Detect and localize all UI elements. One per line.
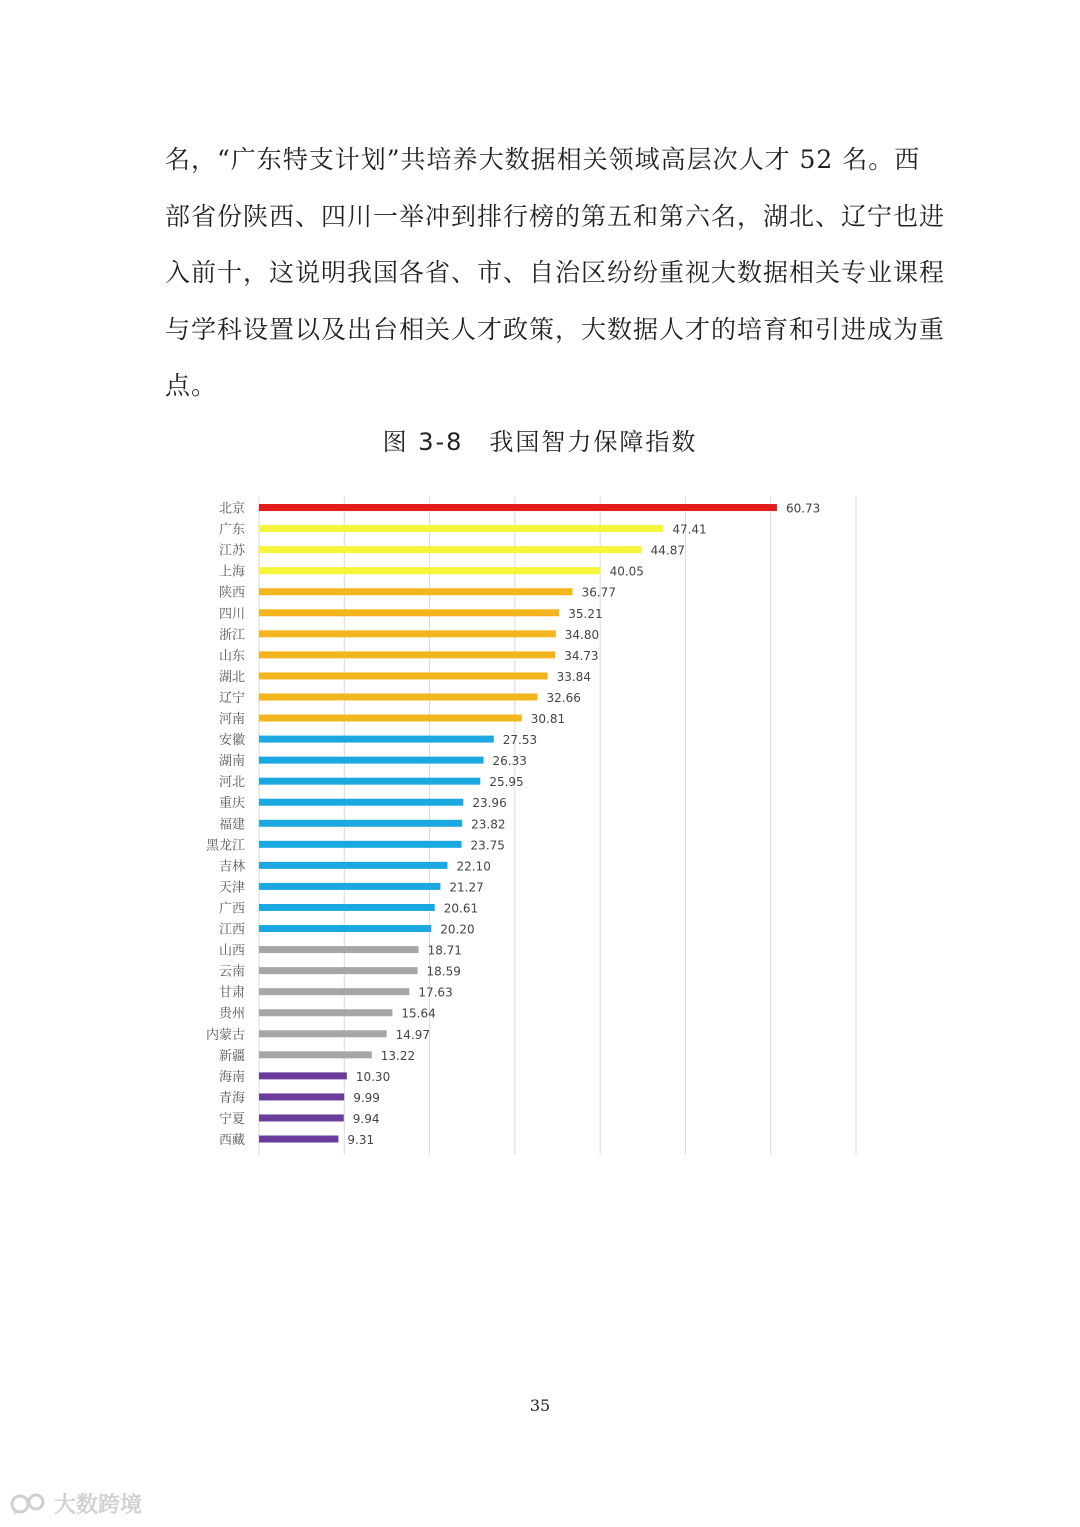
category-label: 山西 xyxy=(218,943,245,959)
page-number: 35 xyxy=(529,1396,551,1415)
category-label: 福建 xyxy=(218,817,245,833)
data-label: 30.81 xyxy=(530,712,566,727)
data-label: 20.20 xyxy=(440,922,475,937)
category-label: 吉林 xyxy=(218,859,245,875)
bar xyxy=(259,1093,344,1100)
category-label: 江西 xyxy=(218,922,245,938)
category-label: 黑龙江 xyxy=(205,838,245,854)
category-label: 山东 xyxy=(218,648,245,664)
data-label: 23.75 xyxy=(470,838,505,853)
bar xyxy=(259,504,777,511)
data-label: 10.30 xyxy=(355,1069,391,1084)
category-label: 辽宁 xyxy=(218,690,245,706)
category-label: 青海 xyxy=(218,1090,245,1106)
category-label: 江苏 xyxy=(218,543,245,559)
bar xyxy=(259,904,435,911)
category-label: 浙江 xyxy=(218,627,245,643)
data-label: 9.99 xyxy=(353,1090,380,1105)
category-label: 上海 xyxy=(218,564,245,580)
data-label: 26.33 xyxy=(492,754,527,769)
data-label: 15.64 xyxy=(401,1006,436,1021)
category-label: 湖南 xyxy=(218,754,245,770)
bar xyxy=(259,841,462,848)
data-label: 27.53 xyxy=(502,733,538,748)
category-label: 甘肃 xyxy=(218,985,245,1001)
category-label: 四川 xyxy=(218,606,245,622)
bar xyxy=(259,1030,387,1037)
bar xyxy=(259,1072,347,1079)
category-label: 贵州 xyxy=(218,1006,245,1022)
body-paragraph xyxy=(165,132,946,415)
data-label: 32.66 xyxy=(546,690,581,705)
category-label: 广东 xyxy=(218,522,245,538)
data-label: 47.41 xyxy=(672,522,707,537)
bar xyxy=(259,757,484,764)
data-label: 22.10 xyxy=(456,859,491,874)
bar xyxy=(259,525,663,532)
category-label: 西藏 xyxy=(218,1133,245,1149)
bar xyxy=(259,967,418,974)
category-label: 云南 xyxy=(218,964,245,980)
bar xyxy=(259,567,601,574)
data-label: 21.27 xyxy=(449,880,484,895)
data-label: 60.73 xyxy=(785,501,821,516)
bar xyxy=(259,1114,344,1121)
bar xyxy=(259,609,559,616)
data-label: 35.21 xyxy=(568,606,603,621)
paragraph-line: 点。 xyxy=(165,371,218,400)
data-label: 44.87 xyxy=(650,543,686,558)
chat-bubble-logo-icon xyxy=(10,1492,48,1516)
category-label: 湖北 xyxy=(218,669,245,685)
category-label: 内蒙古 xyxy=(205,1027,245,1043)
bar xyxy=(259,1051,372,1058)
data-label: 13.22 xyxy=(380,1048,416,1063)
bar xyxy=(259,588,573,595)
bar xyxy=(259,946,419,953)
category-label: 海南 xyxy=(218,1069,245,1085)
data-label: 36.77 xyxy=(581,585,616,600)
bar xyxy=(259,799,463,806)
bar xyxy=(259,1136,338,1143)
data-label: 14.97 xyxy=(395,1027,431,1042)
category-label: 重庆 xyxy=(218,796,245,812)
paragraph-line: 部省份陕西、四川一举冲到排行榜的第五和第六名，湖北、辽宁也进 xyxy=(165,201,946,231)
bar xyxy=(259,693,538,700)
bar xyxy=(259,778,480,785)
paragraph-line: 与学科设置以及出台相关人才政策，大数据人才的培育和引进成为重 xyxy=(165,314,946,344)
category-label: 北京 xyxy=(218,501,245,517)
bar xyxy=(259,715,522,722)
bar-chart xyxy=(190,492,870,1162)
bar xyxy=(259,651,555,658)
data-label: 34.73 xyxy=(564,648,599,663)
figure-title: 图 3-8 我国智力保障指数 xyxy=(382,428,698,456)
data-label: 25.95 xyxy=(489,775,524,790)
data-label: 18.71 xyxy=(427,943,462,958)
category-label: 广西 xyxy=(218,901,245,917)
data-label: 9.31 xyxy=(347,1133,375,1148)
data-label: 40.05 xyxy=(609,564,644,579)
bar xyxy=(259,672,548,679)
bar xyxy=(259,630,556,637)
category-label: 河南 xyxy=(218,712,245,728)
category-label: 安徽 xyxy=(218,733,245,749)
data-label: 17.63 xyxy=(418,985,453,1000)
bar xyxy=(259,546,642,553)
data-label: 23.82 xyxy=(471,817,506,832)
data-label: 18.59 xyxy=(426,964,461,979)
watermark-text: 大数跨境 xyxy=(54,1493,143,1518)
category-label: 天津 xyxy=(218,880,245,896)
bar xyxy=(259,1009,392,1016)
bar xyxy=(259,820,462,827)
paragraph-line: 入前十，这说明我国各省、市、自治区纷纷重视大数据相关专业课程 xyxy=(165,258,946,287)
bar xyxy=(259,988,409,995)
data-label: 34.80 xyxy=(564,627,600,642)
category-label: 陕西 xyxy=(218,585,245,601)
data-label: 9.94 xyxy=(352,1111,380,1126)
data-label: 33.84 xyxy=(556,669,591,684)
category-label: 河北 xyxy=(218,775,245,791)
category-label: 宁夏 xyxy=(218,1111,245,1127)
paragraph-line: 名，“广东特支计划”共培养大数据相关领域高层次人才 52 名。西 xyxy=(165,145,921,174)
category-label: 新疆 xyxy=(218,1048,245,1064)
bar xyxy=(259,925,431,932)
bar xyxy=(259,883,440,890)
bar xyxy=(259,862,447,869)
watermark xyxy=(10,1488,142,1519)
data-label: 23.96 xyxy=(472,796,507,811)
data-label: 20.61 xyxy=(443,901,479,916)
bar xyxy=(259,736,494,743)
